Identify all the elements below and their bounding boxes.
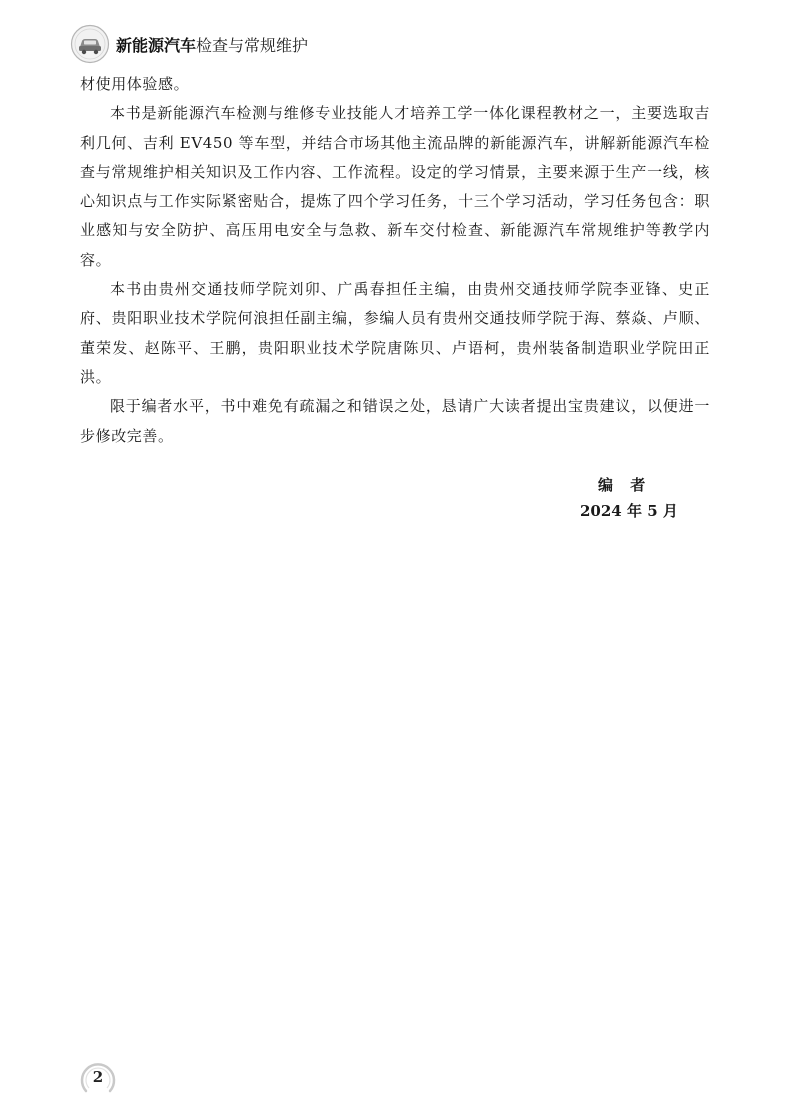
page-number: 2 [92,1068,104,1086]
paragraph-closing: 限于编者水平，书中难免有疏漏之和错误之处，恳请广大读者提出宝贵建议，以便进一步修改完善。 [80,397,710,445]
ev-car-logo-icon [70,24,110,64]
page-header [70,22,308,66]
header-title-rest: 检查与常规维护 [196,35,309,55]
page-number-badge [78,1058,118,1098]
signature-date: 2024 年 5 月 [580,502,678,520]
signature-editor: 编 者 [598,476,652,494]
paragraph-book-overview: 本书是新能源汽车检测与维修专业技能人才培养工学一体化课程教材之一，主要选取吉利几何、吉利 EV450 等车型，并结合市场其他主流品牌的新能源汽车，讲解新能源汽车检查与常规维护相关知识及工作内容、工作流程。设定的学习情景，主要来源于生产一线，核心知识点与工作实际紧密贴合，提炼了四个学习任务，十三个学习活动，学习任务包含：职业感知与安全防护、高压用电安全与急救、新车交付检查、新能源汽车常规维护等教学内容。 [80,104,710,269]
signature-block [570,472,710,524]
paragraph-authors: 本书由贵州交通技师学院刘卯、广禹春担任主编，由贵州交通技师学院李亚锋、史正府、贵阳职业技术学院何浪担任副主编，参编人员有贵州交通技师学院于海、蔡焱、卢顺、董荣发、赵陈平、王鹏，贵阳职业技术学院唐陈贝、卢语柯，贵州装备制造职业学院田正洪。 [80,280,710,386]
paragraph-continuation: 材使用体验感。 [80,75,190,93]
preface-body [80,70,710,451]
header-title-bold: 新能源汽车 [116,35,197,55]
